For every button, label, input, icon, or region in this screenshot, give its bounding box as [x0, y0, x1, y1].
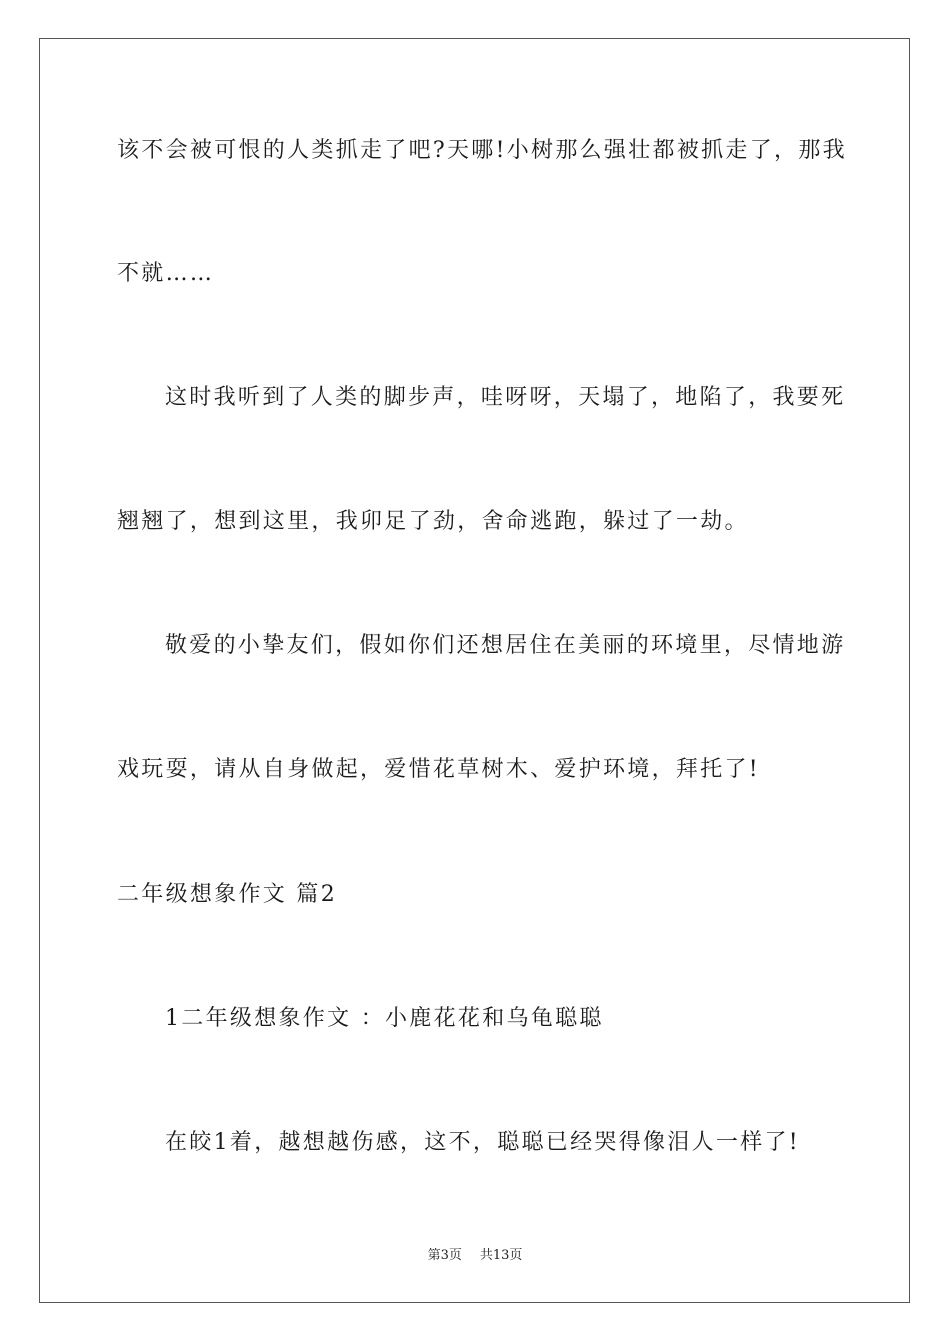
- text-line-4: 翘翘了，想到这里，我卯足了劲，舍命逃跑，躲过了一劫。: [117, 509, 749, 534]
- page-footer: [0, 1244, 950, 1263]
- text-line-8: 1二年级想象作文 ：小鹿花花和乌龟聪聪: [165, 1006, 604, 1031]
- text-line-6: 戏玩耍，请从自身做起，爱惜花草树木、爱护环境，拜托了!: [117, 757, 760, 782]
- page-total: 共13页: [479, 1248, 523, 1263]
- text-line-5: 敬爱的小挚友们，假如你们还想居住在美丽的环境里，尽情地游: [165, 633, 846, 658]
- text-line-2: 不就……: [117, 261, 215, 286]
- text-line-1: 该不会被可恨的人类抓走了吧?天哪!小树那么强壮都被抓走了，那我: [117, 138, 847, 163]
- page-number: 第3页: [427, 1248, 462, 1263]
- section-heading: 二年级想象作文 篇2: [117, 882, 337, 907]
- page-frame: [39, 38, 910, 1303]
- text-line-9: 在皎1着，越想越伤感，这不，聪聪已经哭得像泪人一样了!: [165, 1130, 800, 1155]
- text-line-3: 这时我听到了人类的脚步声，哇呀呀，天塌了，地陷了，我要死: [165, 385, 846, 410]
